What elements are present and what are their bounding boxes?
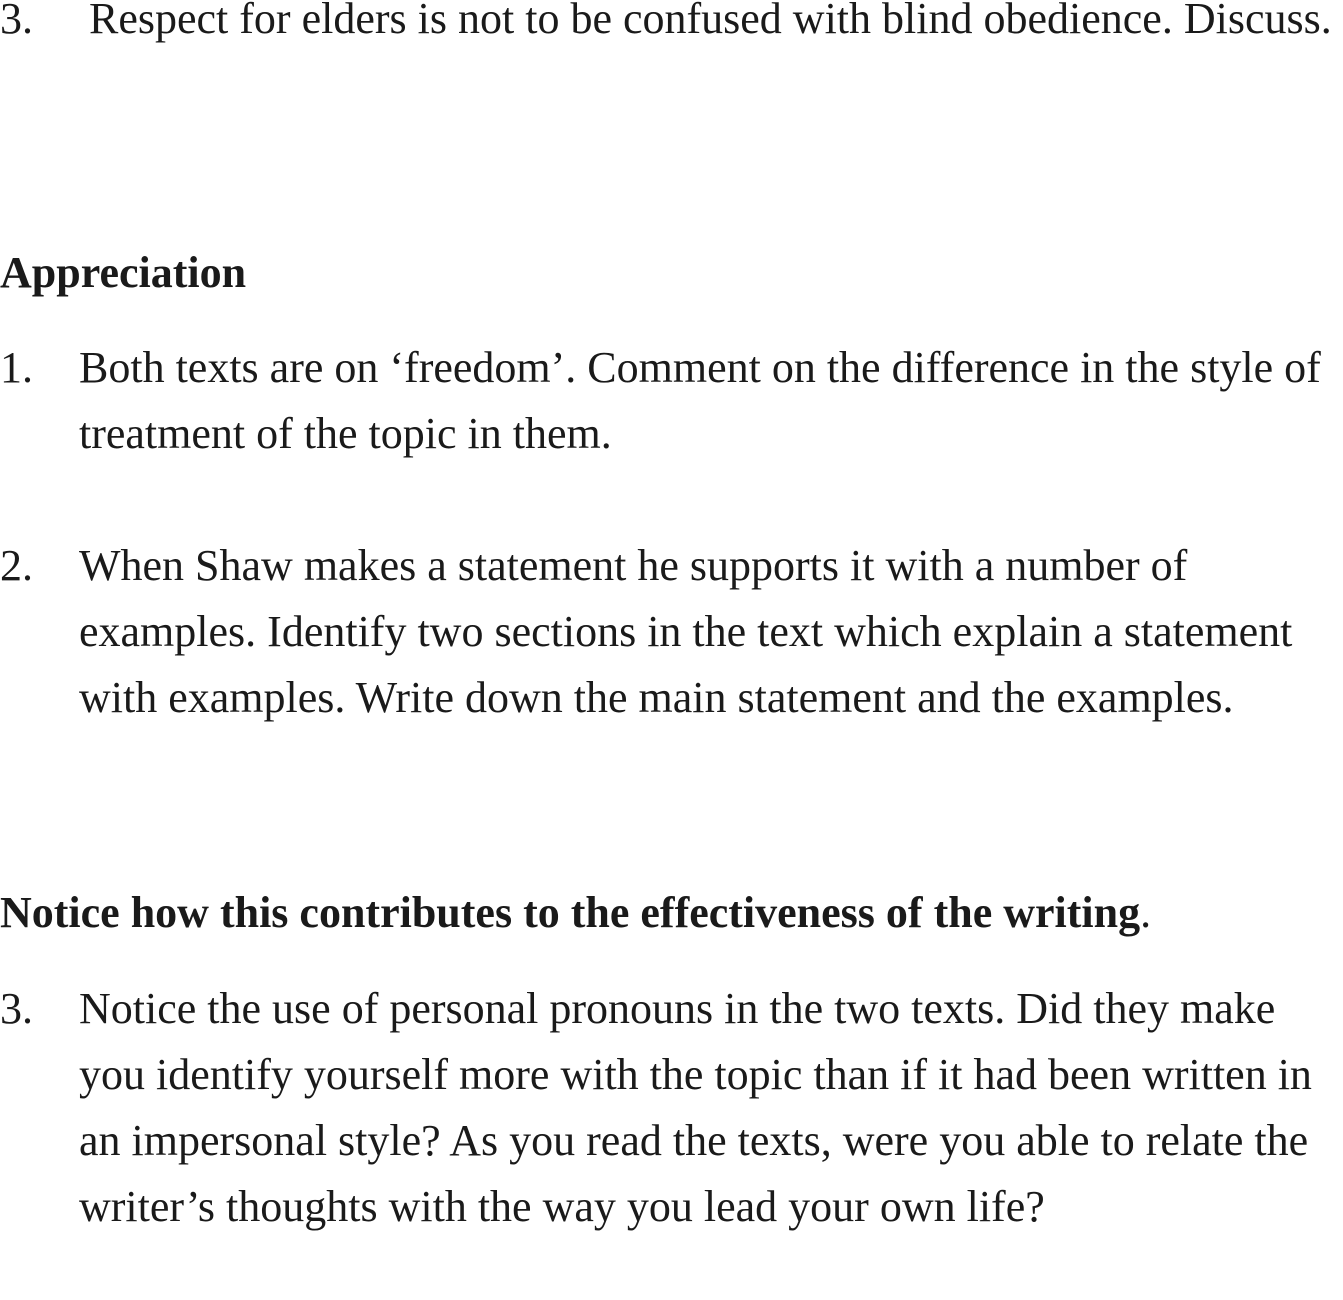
appreciation-heading: Appreciation [0,248,247,297]
question-2-shaw [0,533,1343,731]
question-3-discuss [0,0,1343,52]
question-text: Respect for elders is not to be confused with blind obedience. Discuss. [89,0,1332,43]
question-text: Notice the use of personal pronouns in the two texts. Did they make you identify yourself more with the topic than if it had been written in an impersonal style? As you read the texts, were you able to relate the writer’s thoughts with the way you lead your own life? [79,984,1312,1231]
question-text: Both texts are on ‘freedom’. Comment on the difference in the style of treatment of the topic in them. [79,343,1321,458]
question-3-pronouns [0,976,1343,1240]
question-number: 1. [0,343,33,392]
question-number: 3. [0,0,33,43]
notice-heading-text: Notice how this contributes to the effectiveness of the writing [0,888,1141,937]
question-1-freedom [0,335,1343,467]
question-number: 3. [0,984,33,1033]
question-text: When Shaw makes a statement he supports it with a number of examples. Identify two sections in the text which explain a statement with examples. Write down the main statement and the examples. [79,541,1293,722]
question-number: 2. [0,541,33,590]
notice-heading-period: . [1140,888,1152,937]
notice-heading [0,885,1151,941]
